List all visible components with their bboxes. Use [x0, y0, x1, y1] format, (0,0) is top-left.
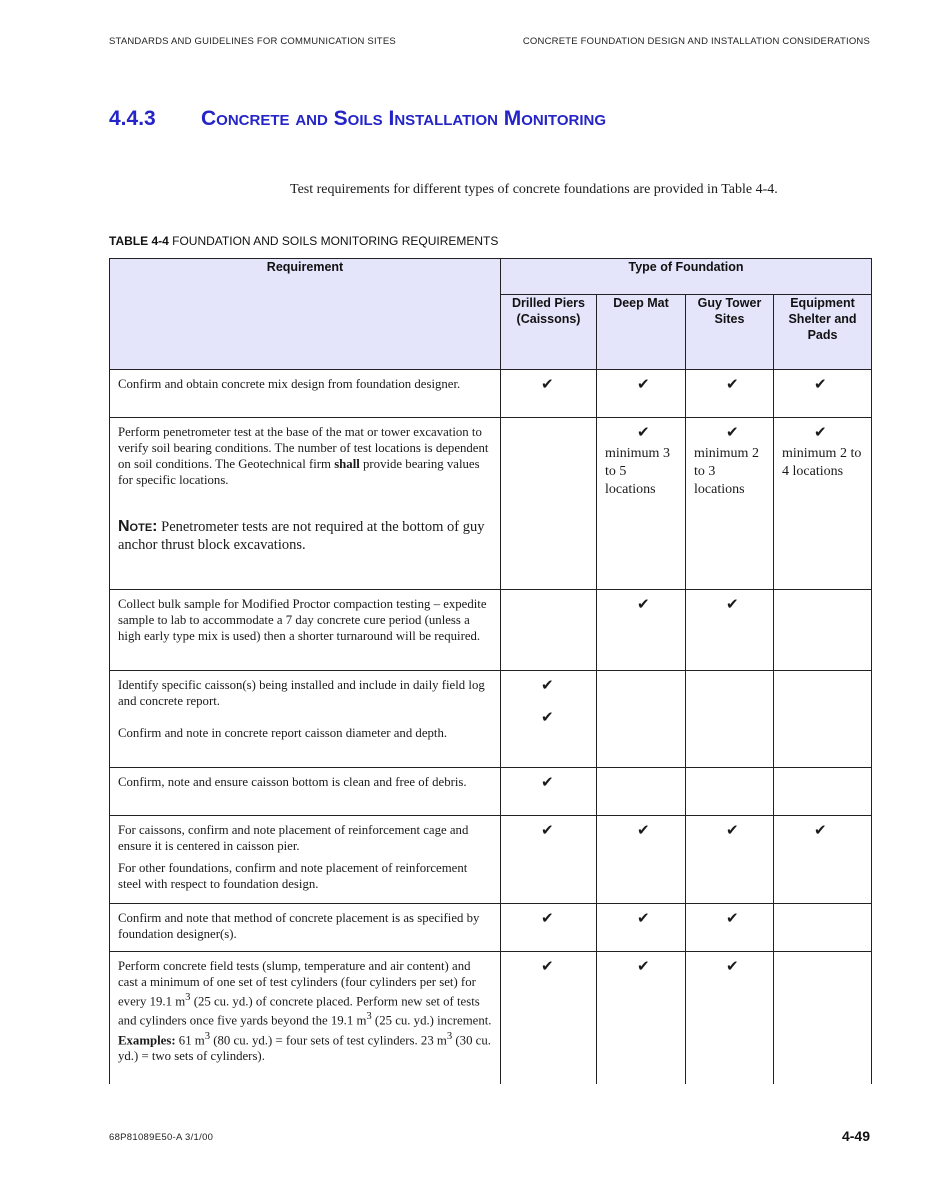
- check-mark-icon: ✔: [726, 595, 739, 613]
- text-span: provide bearing values for specific locations.: [118, 457, 480, 487]
- header-deep-mat: Deep Mat: [597, 295, 686, 370]
- requirement-cell: Confirm, note and ensure caisson bottom is clean and free of debris.: [110, 768, 501, 816]
- equipment-locations: minimum 2 to 4 locations: [782, 446, 862, 479]
- check-mark-icon: ✔: [726, 909, 739, 927]
- page-number: 4-49: [841, 1128, 870, 1144]
- section-heading: [109, 104, 669, 133]
- check-cell: [774, 370, 872, 418]
- check-cell: [686, 671, 774, 768]
- text-span: Perform penetrometer test at the base of the mat or tower excavation to verify soil bearing conditions. The number of test locations is dependent on soil conditions. The Geotechnical firm: [118, 425, 489, 471]
- footer-doc-id: 68P81089E50-A 3/1/00: [109, 1132, 214, 1143]
- superscript: 3: [185, 992, 191, 1003]
- check-cell: [501, 904, 597, 952]
- check-mark-icon: ✔: [726, 821, 739, 839]
- deep-mat-locations: minimum 3 to 5 locations: [605, 446, 670, 497]
- intro-paragraph: Test requirements for different types of concrete foundations are provided in Table 4-4.: [290, 182, 778, 197]
- check-cell: [597, 768, 686, 816]
- superscript: 3: [366, 1011, 372, 1023]
- check-mark-icon: ✔: [726, 375, 739, 393]
- requirement-cell: Confirm and obtain concrete mix design from foundation designer.: [110, 370, 501, 418]
- note: [118, 518, 492, 554]
- superscript: 3: [446, 1030, 453, 1042]
- check-cell: [774, 671, 872, 768]
- check-cell: [597, 671, 686, 768]
- table-row: [110, 904, 872, 952]
- check-mark-icon: ✔: [814, 821, 827, 839]
- header-guy-tower-sites: Guy Tower Sites: [686, 295, 774, 370]
- requirement-text: For caissons, confirm and note placement of reinforcement cage and ensure it is centered in caisson pier.: [118, 823, 469, 853]
- check-mark-icon: ✔: [637, 375, 650, 393]
- table-row: [110, 418, 872, 590]
- emphasis-shall: shall: [334, 457, 360, 471]
- check-cell: [774, 768, 872, 816]
- check-cell: [501, 590, 597, 671]
- running-header-right: CONCRETE FOUNDATION DESIGN AND INSTALLATION CONSIDERATIONS: [522, 36, 870, 47]
- header-drilled-piers: Drilled Piers (Caissons): [501, 295, 597, 370]
- table-row: [110, 590, 872, 671]
- check-mark-icon: ✔: [726, 957, 739, 975]
- check-cell: [686, 816, 774, 904]
- header-requirement: Requirement: [110, 259, 501, 370]
- check-cell: [597, 418, 686, 590]
- check-mark-icon: ✔: [637, 821, 650, 839]
- guy-tower-locations: minimum 2 to 3 locations: [694, 446, 759, 497]
- text-span: 61 m: [175, 1032, 205, 1047]
- text-span: (80 cu. yd.) = four sets of test cylinders. 23 m: [210, 1032, 447, 1047]
- requirement-cell: [110, 816, 501, 904]
- section-number: 4.4.3: [109, 107, 156, 130]
- check-cell: [501, 418, 597, 590]
- text-span: Perform concrete field tests (slump, temperature and air content) and cast a minimum of one set of test cylinders (four cylinders per set) for every 19.1 m: [118, 959, 476, 1009]
- requirement-cell: [110, 952, 501, 1084]
- check-mark-icon: ✔: [814, 423, 827, 441]
- table-caption-label: TABLE 4-4: [109, 234, 169, 248]
- check-mark-icon: ✔: [541, 957, 554, 975]
- requirement-text: [118, 958, 492, 1064]
- requirement-text: For other foundations, confirm and note placement of reinforcement steel with respect to foundation design.: [118, 861, 468, 891]
- check-cell: [501, 952, 597, 1084]
- examples-label: Examples:: [118, 1032, 176, 1047]
- check-mark-icon: ✔: [541, 909, 554, 927]
- check-cell: [597, 816, 686, 904]
- check-cell: [686, 904, 774, 952]
- check-mark-icon: ✔: [541, 821, 554, 839]
- check-mark-icon: ✔: [541, 375, 554, 393]
- check-mark-icon: ✔: [637, 909, 650, 927]
- check-cell: [686, 590, 774, 671]
- table-row: [110, 768, 872, 816]
- note-text: Penetrometer tests are not required at the bottom of guy anchor thrust block excavations.: [118, 519, 485, 553]
- check-cell: [774, 418, 872, 590]
- check-cell: [686, 952, 774, 1084]
- check-cell: [597, 904, 686, 952]
- check-mark-icon: ✔: [726, 423, 739, 441]
- check-cell: [774, 590, 872, 671]
- requirement-cell: [110, 418, 501, 590]
- text-span: (25 cu. yd.) of concrete placed. Perform new set of tests and cylinders once five yards beyond the 19.1 m: [118, 994, 480, 1028]
- running-header-left: STANDARDS AND GUIDELINES FOR COMMUNICATION SITES: [109, 36, 396, 47]
- check-cell: [774, 952, 872, 1084]
- check-mark-icon: ✔: [814, 375, 827, 393]
- requirement-cell: Collect bulk sample for Modified Proctor compaction testing – expedite sample to lab to accommodate a 7 day concrete cure period (unless a high early type mix is used) then a shorter turnaround will be required.: [110, 590, 501, 671]
- text-span: (30 cu. yd.) = two sets of cylinders).: [118, 1032, 491, 1063]
- requirement-text: [118, 424, 492, 488]
- check-cell: [597, 952, 686, 1084]
- check-cell: [774, 904, 872, 952]
- check-cell: [686, 370, 774, 418]
- table-row: [110, 816, 872, 904]
- check-cell: [597, 590, 686, 671]
- check-cell: [501, 768, 597, 816]
- check-cell: [501, 816, 597, 904]
- requirement-text: Confirm and note in concrete report caisson diameter and depth.: [118, 726, 448, 740]
- header-equipment-shelter: Equipment Shelter and Pads: [774, 295, 872, 370]
- table-row: [110, 952, 872, 1084]
- check-cell: [501, 671, 597, 768]
- requirement-cell: [110, 671, 501, 768]
- table-row: [110, 370, 872, 418]
- section-title: Concrete and Soils Installation Monitoring: [201, 107, 606, 130]
- check-mark-icon: ✔: [541, 773, 554, 791]
- superscript: 3: [204, 1030, 211, 1042]
- table-caption-text: FOUNDATION AND SOILS MONITORING REQUIREMENTS: [172, 234, 499, 248]
- check-mark-icon: ✔: [541, 708, 554, 726]
- check-mark-icon: ✔: [541, 676, 554, 694]
- check-cell: [686, 768, 774, 816]
- requirement-text: Identify specific caisson(s) being installed and include in daily field log and concrete report.: [118, 678, 485, 708]
- check-cell: [501, 370, 597, 418]
- table-row: [110, 671, 872, 768]
- requirements-table: [109, 258, 872, 1084]
- check-mark-icon: ✔: [637, 957, 650, 975]
- check-mark-icon: ✔: [637, 423, 650, 441]
- text-span: (25 cu. yd.) increment.: [371, 1013, 492, 1028]
- check-cell: [597, 370, 686, 418]
- check-cell: [686, 418, 774, 590]
- table-caption: [109, 234, 498, 248]
- requirement-cell: Confirm and note that method of concrete placement is as specified by foundation designer(s).: [110, 904, 501, 952]
- check-cell: [774, 816, 872, 904]
- note-label: Note:: [118, 518, 158, 535]
- check-mark-icon: ✔: [637, 595, 650, 613]
- header-type-of-foundation: Type of Foundation: [501, 259, 872, 295]
